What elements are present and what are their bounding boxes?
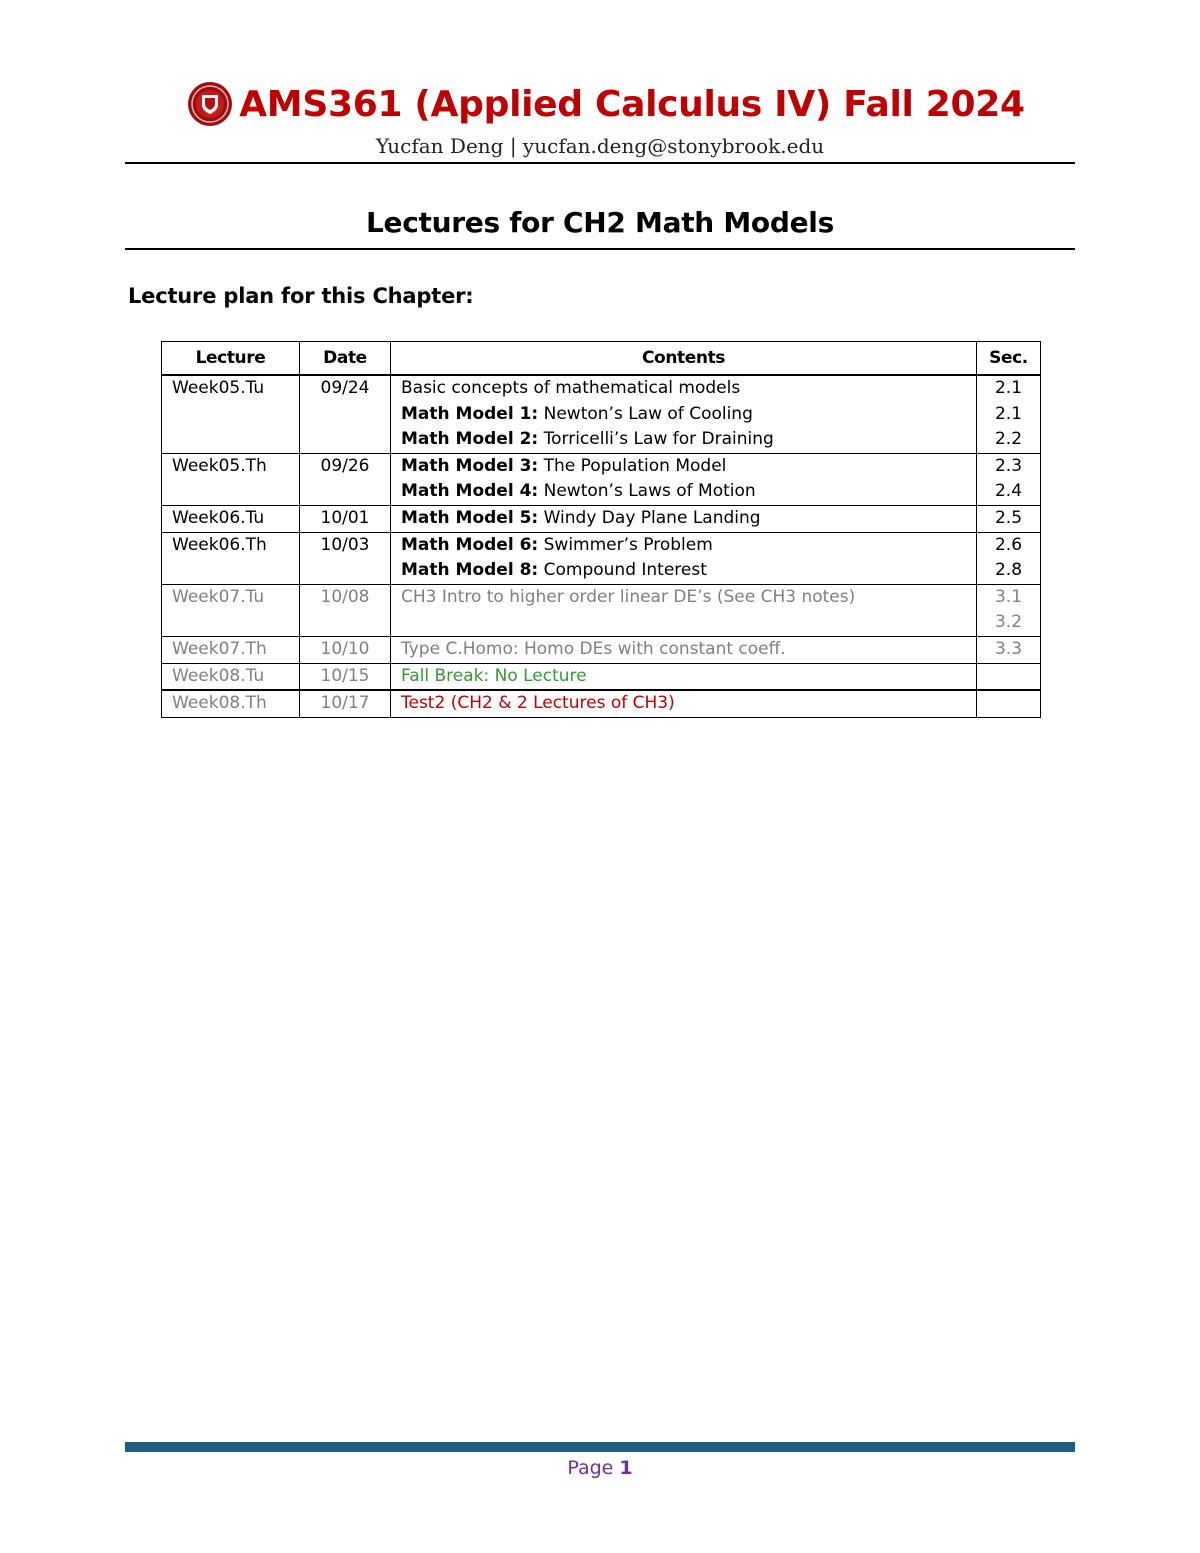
contents-text: Newton’s Law of Cooling [538, 403, 753, 424]
contents-line [401, 376, 966, 402]
sec-value: 3.3 [994, 638, 1023, 659]
sec-cell [977, 636, 1041, 663]
header-divider [125, 162, 1075, 164]
lecture-plan-heading: Lecture plan for this Chapter: [128, 284, 474, 308]
lecture-value: Week06.Th [172, 534, 267, 555]
sec-value: 2.6 [994, 534, 1023, 555]
contents-line [401, 691, 966, 717]
sec-value: 2.1 [994, 403, 1023, 424]
math-model-label: Math Model 4: [401, 481, 539, 502]
contents-line [401, 610, 966, 636]
contents-text: CH3 Intro to higher order linear DE’s (See CH3 notes) [401, 586, 856, 607]
university-seal-icon [187, 81, 233, 127]
sec-value: 2.1 [994, 378, 1023, 398]
sec-value: 2.4 [994, 481, 1023, 502]
page-label: Page [567, 1457, 614, 1479]
date-value: 09/24 [320, 378, 370, 398]
sec-value: 2.2 [994, 429, 1023, 450]
table-row [162, 453, 1041, 505]
table-body [162, 375, 1041, 717]
date-value: 10/01 [320, 507, 370, 528]
date-value: 10/10 [320, 638, 370, 659]
contents-line [401, 479, 966, 505]
date-value: 10/17 [320, 693, 370, 714]
lecture-cell [162, 375, 300, 453]
lecture-value: Week05.Tu [172, 378, 265, 398]
lecture-value: Week07.Th [172, 638, 267, 659]
date-value: 10/03 [320, 534, 370, 555]
contents-text: Torricelli’s Law for Draining [538, 429, 774, 450]
contents-line [401, 637, 966, 663]
sec-cell [977, 663, 1041, 690]
table-row [162, 584, 1041, 636]
math-model-label: Math Model 5: [401, 507, 539, 528]
contents-text: The Population Model [538, 455, 727, 476]
table-row [162, 375, 1041, 453]
page-number [125, 1457, 1075, 1479]
table-row [162, 532, 1041, 584]
date-cell [300, 453, 391, 505]
contents-line [401, 558, 966, 584]
header-contents: Contents [391, 342, 977, 376]
sec-value: 2.5 [994, 507, 1023, 528]
contents-line [401, 454, 966, 480]
contents-line [401, 506, 966, 532]
sec-value: 2.3 [994, 455, 1023, 476]
contents-cell [391, 375, 977, 453]
header-sec: Sec. [977, 342, 1041, 376]
sec-value [987, 664, 1030, 690]
title-divider [125, 248, 1075, 250]
date-cell [300, 584, 391, 636]
sec-cell [977, 453, 1041, 505]
math-model-label: Math Model 1: [401, 403, 539, 424]
contents-text: Fall Break: No Lecture [401, 665, 587, 686]
contents-line [401, 427, 966, 453]
date-value: 10/08 [320, 586, 370, 607]
sec-value: 2.8 [994, 560, 1023, 581]
table-header-row [162, 342, 1041, 376]
contents-cell [391, 505, 977, 532]
contents-line [401, 664, 966, 690]
sec-value: 3.1 [994, 586, 1023, 607]
table-row [162, 690, 1041, 717]
table-row [162, 636, 1041, 663]
contents-text: Newton’s Laws of Motion [538, 481, 756, 502]
date-cell [300, 636, 391, 663]
contents-cell [391, 636, 977, 663]
contents-line [401, 533, 966, 559]
lecture-cell [162, 636, 300, 663]
lecture-cell [162, 663, 300, 690]
sec-cell [977, 584, 1041, 636]
math-model-label: Math Model 6: [401, 534, 539, 555]
date-cell [300, 663, 391, 690]
instructor-line: Yucfan Deng | yucfan.deng@stonybrook.edu [375, 134, 825, 158]
lecture-value: Week08.Th [172, 693, 267, 714]
math-model-label: Math Model 2: [401, 429, 539, 450]
lecture-cell [162, 690, 300, 717]
table-row [162, 505, 1041, 532]
header-date: Date [300, 342, 391, 376]
contents-cell [391, 690, 977, 717]
table-row [162, 663, 1041, 690]
contents-text: Type C.Homo: Homo DEs with constant coeff. [401, 638, 786, 659]
contents-cell [391, 584, 977, 636]
lecture-cell [162, 584, 300, 636]
contents-text: Basic concepts of mathematical models [401, 378, 741, 398]
date-cell [300, 690, 391, 717]
contents-cell [391, 453, 977, 505]
course-title: AMS361 (Applied Calculus IV) Fall 2024 [239, 83, 1025, 125]
contents-line [401, 402, 966, 428]
math-model-label: Math Model 8: [401, 560, 539, 581]
contents-cell [391, 532, 977, 584]
page-number-value: 1 [619, 1457, 633, 1479]
lecture-cell [162, 505, 300, 532]
date-value: 09/26 [320, 455, 370, 476]
contents-text: Swimmer’s Problem [538, 534, 713, 555]
header-lecture: Lecture [162, 342, 300, 376]
contents-text: Windy Day Plane Landing [538, 507, 761, 528]
date-cell [300, 505, 391, 532]
math-model-label: Math Model 3: [401, 455, 539, 476]
date-cell [300, 375, 391, 453]
lecture-value: Week08.Tu [172, 665, 265, 686]
sec-cell [977, 690, 1041, 717]
header-title-row [166, 76, 1046, 132]
sec-cell [977, 532, 1041, 584]
contents-cell [391, 663, 977, 690]
contents-text: Test2 (CH2 & 2 Lectures of CH3) [401, 693, 675, 714]
lecture-value: Week06.Tu [172, 507, 265, 528]
lecture-cell [162, 532, 300, 584]
date-value: 10/15 [320, 665, 370, 686]
lecture-value: Week05.Th [172, 455, 267, 476]
sec-cell [977, 375, 1041, 453]
footer-bar [125, 1442, 1075, 1452]
sec-value [987, 691, 1030, 717]
lecture-value: Week07.Tu [172, 586, 265, 607]
document-title: Lectures for CH2 Math Models [366, 206, 834, 239]
date-cell [300, 532, 391, 584]
sec-cell [977, 505, 1041, 532]
contents-text: Compound Interest [538, 560, 707, 581]
lecture-cell [162, 453, 300, 505]
lecture-plan-table [161, 341, 1041, 718]
sec-value: 3.2 [994, 612, 1023, 633]
contents-line [401, 585, 966, 611]
